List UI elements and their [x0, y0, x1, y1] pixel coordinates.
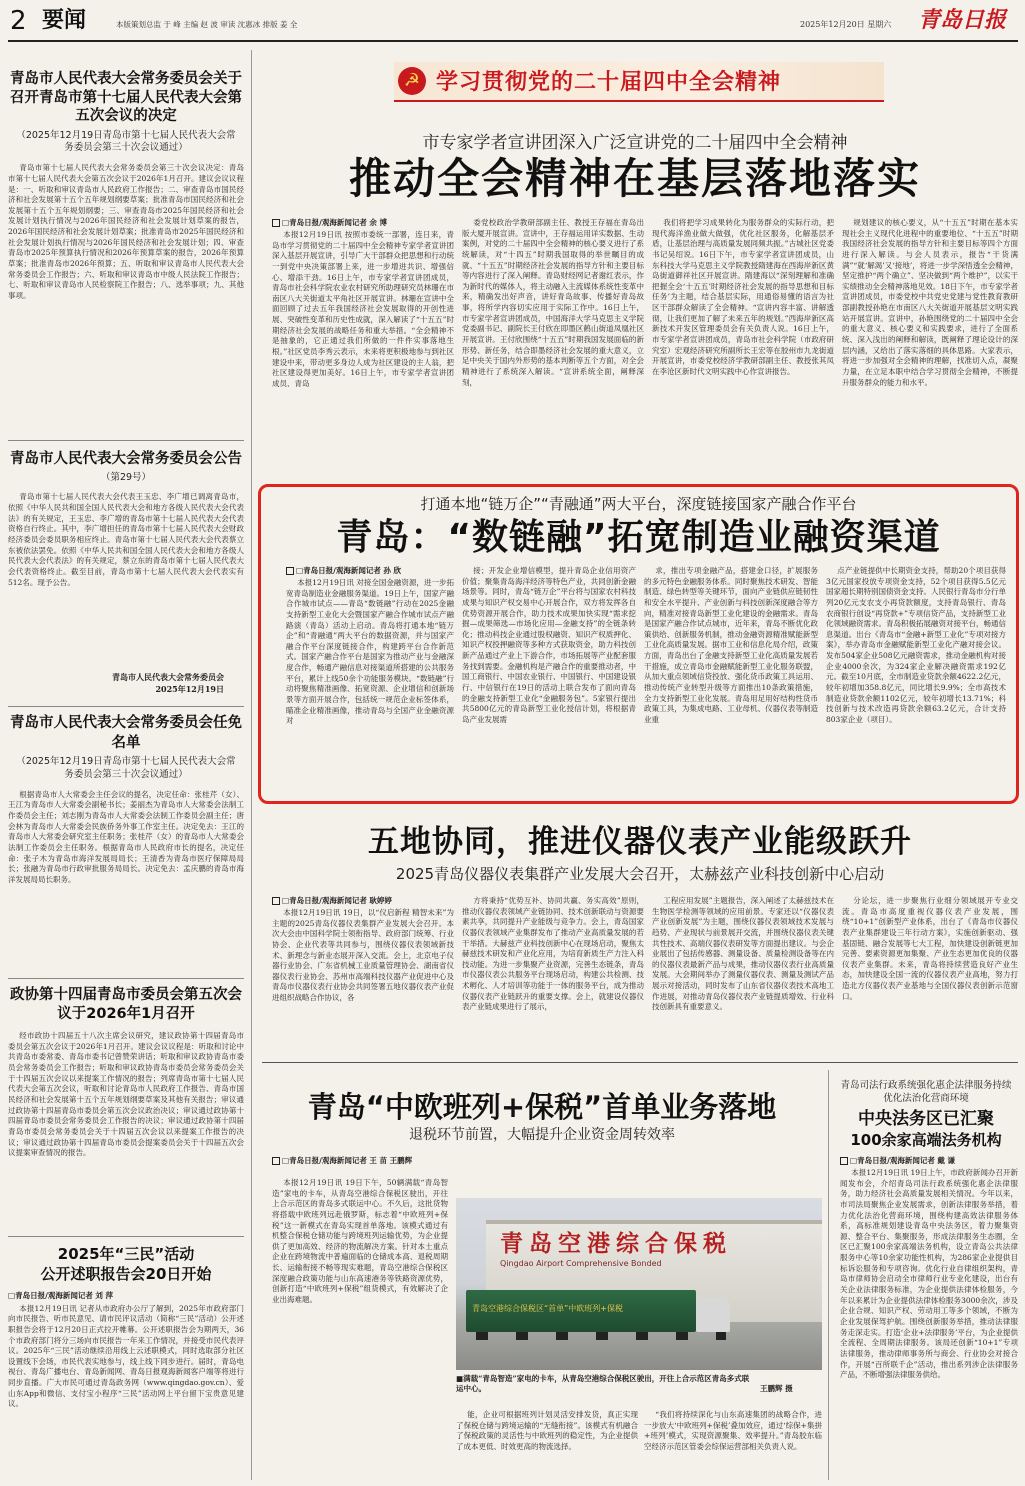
rail-title: 青岛“中欧班列+保税”首单业务落地	[307, 1090, 777, 1124]
rail-subtitle: 退税环节前置，大幅提升企业资金周转效率	[409, 1127, 675, 1143]
sidebar-article-5	[8, 1244, 244, 1480]
instruments-col-1	[272, 908, 454, 1048]
sidebar-article-1-body: 青岛市第十七届人民代表大会常务委员会第三十次会议决定：青岛市第十七届人民代表大会第五次会议于2026年1月召开。建议会议议程是：一、听取和审议青岛市人民政府工作报告；二、审查青岛市国民经济和社会发展第十五个五年规划纲要草案；批准青岛市国民经济和社会发展第十五个五年规划纲要；三、审查青岛市2025年国民经济和社会发展计划执行情况与2026年国民经济和社会发展计划草案的报告，2026年国民经济和社会发展计划草案；批准青岛市2025年国民经济和社会发展计划执行情况与2026年国民经济和社会发展计划；四、审查青岛市2025年预算执行情况和2026年预算草案的报告，2026年预算草案；批准青岛市2026年预算；五、听取和审议青岛市人民代表大会常务委员会工作报告；六、听取和审议青岛市中级人民法院工作报告；七、听取和审议青岛市人民检察院工作报告；八、选举事项；九、其他事项。	[8, 163, 244, 300]
feature-col-4-text: 点产业链提供中长期资金支持，帮助20个项目获得3亿元国家投放专项资金支持，52个项目获得5.5亿元国家超长期特别国债资金支持。人民银行青岛市分行单列20亿元支农支小再贷款额度，支持青岛银行、青岛农商银行创设“再贷款+”专项信贷产品，支持新型工业化领域融资需求。青岛积极拓展融资对接平台，畅通信息渠道。出台《青岛市“金融+新型工业化”专项对接方案》，举办青岛市金融赋能新型工业化产融对接会议。发布504家企业508亿元融资需求，推动金融机构对接企业4000余次，为324家企业解决融资需求192亿元。截至10月底，全市制造业贷款余额4622.2亿元，较年初增加358.8亿元，同比增长9.9%；全市高技术制造业贷款余额1102亿元，较年初增长13.71%；科技创新与技术改造再贷款余额63.2亿元，合计支持803家企业（项目）。	[826, 566, 1006, 724]
sidebar-article-2-title: 青岛市人民代表大会常务委员会公告	[10, 451, 242, 467]
feature-title: 青岛：“数链融”拓宽制造业融资渠道	[336, 517, 941, 558]
container-truck	[466, 1290, 696, 1332]
issue-date: 2025年12月20日 星期六	[800, 20, 892, 29]
feature-col-1-text: 本报12月19日讯 对接全国金融资源，进一步拓宽青岛制造业金融服务渠道。19日上午，国家产融合作城市试点——青岛“数链融”行动在2025金融支持新型工业化大会暨国家产融合作城市试点产融路演（青岛）活动上启动。青岛将打通本地“链万企”和“青融通”两大平台的数据资源，并与国家产融合作平台深度链接合作，构建跨平台合作新范式。国家产融合作平台是国家为推动产业与金融深度合作，畅通产融信息对接渠道所搭建的公共服务平台，累计上线50余个功能服务模块。“数链融”行动将聚焦精准画像、拓宽资源、企业增信和创新场景等方面开展合作，包括统一规范企业标签体系，瞄准企业精准画像，推动青岛与全国产业金融资源对	[286, 578, 454, 726]
section-title: 要闻	[42, 8, 87, 33]
feature-kicker: 打通本地“链万企”“青融通”两大平台，深度链接国家产融合作平台	[420, 495, 857, 513]
sidebar-article-5-title-2: 公开述职报告会20日开始	[40, 1265, 212, 1284]
rail-col-hidden	[456, 1170, 457, 1171]
sidebar-article-3-title: 青岛市人民代表大会常务委员会任免名单	[10, 715, 242, 751]
lead-byline-text: □青岛日报/观海新闻记者 余 博	[282, 218, 388, 227]
lead-col-1-text: 本报12月19日讯 按照市委统一部署，连日来，青岛市学习贯彻党的二十届四中全会精神专家学者宣讲团深入基层开展宣讲，引导广大干部群众把思想和行动统一到党中央决策部署上来，进一步增进共识、增强信心、增添干劲。16日上午，市专家学者宣讲团成员，青岛市社会科学院农业农村研究所助理研究员林珊在市南区八大关街道太平角社区开展宣讲。林珊在宣讲中全面回顾了过去五年我国经济社会发展取得的开创性进展、突破性变革和历史性成就，深入解读了“十五五”时期经济社会发展的战略任务和重大举措。“全会精神不是抽象的，它正通过我们所做的一件件实事落地生根。”社区党员李秀云表示，未来将更积极地参与到社区建设中来，带动更多身边人成为社区建设的主人翁，把社区建设得更加美好。16日上午，市专家学者宣讲团成员、青岛	[272, 230, 454, 388]
lead-col-1	[272, 230, 454, 460]
sidebar-article-1	[8, 70, 244, 425]
feature-col-2	[462, 566, 636, 794]
sidebar-article-3-body: 根据青岛市人大常委会主任会议的提名，决定任命：张桂芹（女）、王江为青岛市人大常委会副秘书长；姜丽杰为青岛市人大常委会法制工作委员会主任；刘志刚为青岛市人大常委会法制工作委员会副主任；唐会林为青岛市人大常委会民族侨务外事工作室主任。决定免去：王江的青岛市人大常委会研究室主任职务；张桂芹（女）的青岛市人大常委会法制工作委员会主任职务。根据青岛市人民政府市长的提名，决定任命：张子木为青岛市海洋发展局局长；王清香为青岛市医疗保障局局长；张融为青岛市行政审批服务局局长。决定免去：孟庆鹏的青岛市海洋发展局局长职务。	[8, 789, 244, 884]
banner-text: 学习贯彻党的二十届四中全会精神	[436, 69, 782, 95]
byline-marker-icon	[272, 1157, 280, 1165]
sidebar-article-5-body: 本报12月19日讯 记者从市政府办公厅了解到，2025年市政府部门向市民报告、听市民意见、请市民评议活动（简称“三民”活动）公开述职报告会将于12月20日正式拉开帷幕。公开述职报告会为期两天，36个市政府部门将分三场向市民报告一年来工作情况，并接受市民代表评议。2025年“三民”活动继续沿用线上云述职模式，同时选取部分社区设置线下会场，市民代表实地参与，线上线下同步进行。届时，青岛电视台、青岛广播电台、青岛新闻网、青岛日报观海新闻客户端等将进行同步直播。广大市民可通过青岛政务网（www.qingdao.gov.cn）、爱山东App和微信、支付宝小程序“三民”活动网上平台留下宝贵意见建议。	[8, 1303, 244, 1409]
sidebar-rule-2	[8, 706, 244, 707]
rail-col-3	[644, 1410, 822, 1480]
lead-col-3-text: 我们将把学习成果转化为服务群众的实际行动，把现代海洋渔业做大做强，优化社区服务，化解基层矛盾，让基层治理与高质量发展同频共振。”古城社区党委书记吴绍说。16日下午，市专家学者宣讲团成员，山东科技大学马克思主义学院教授隋建海在西海岸新区黄岛街道御祥社区开展宣讲。隋建海以“深刻理解和准确把握全会‘十五五’时期经济社会发展的指导思想和目标任务’为主题，结合基层实际，用通俗易懂的语言为社区干部群众解读了全会精神。“宣讲内容丰富、讲解透彻，让我们更加了解了未来五年的规划。”西海岸新区高新技术开发区管理委员会有关负责人说。16日上午，市专家学者宣讲团成员，青岛市社会科学院（市政府研究室）宏观经济研究所副所长王宏等在胶州市九龙街道开展宣讲，市委党校经济学教研部副主任、教授张其凤在李沧区新时代文明实践中心作宣讲报告。	[652, 218, 834, 376]
byline-marker-icon	[286, 567, 294, 575]
rail-photo	[456, 1198, 822, 1370]
rail-byline-text: □青岛日报/观海新闻记者 王 苗 王鹏辉	[282, 1156, 413, 1165]
page-number: 2	[10, 6, 27, 36]
sidebar-divider	[251, 50, 252, 1480]
sidebar-article-1-subtitle: （2025年12月19日青岛市第十七届人民代表大会常务委员会第三十次会议通过）	[16, 129, 236, 154]
feature-col-1	[286, 578, 454, 794]
lead-col-2	[462, 218, 644, 460]
warehouse-sign-en: Qingdao Airport Comprehensive Bonded	[500, 1259, 662, 1269]
truck-wheels	[476, 1332, 726, 1340]
law-body	[840, 1168, 1018, 1478]
byline-marker-icon	[272, 897, 280, 905]
rail-col-3-text: “我们将持续深化与山东高速集团的战略合作，进一步放大‘中欧班列+保税’叠加效应，通过‘综保+集拼+班列’模式，实现资源聚集、效率提升。”青岛胶东临空经济示范区管委会综保运营部相关负责人说。	[644, 1410, 822, 1451]
feature-col-4	[826, 566, 1006, 794]
sidebar-article-5-title-1: 2025年“三民”活动	[57, 1245, 195, 1263]
lead-title: 推动全会精神在基层落地落实	[348, 154, 921, 203]
feature-col-2-text: 接；开发企业增信模型，提升青岛企业信用资产价值；聚集青岛海洋经济等特色产业，共同创新金融场景等。同时，青岛“链万企”平台将与国家农村科技成果与知识产权交易中心开展合作，双方将发挥各自优势资源开展合作，助力技术成果加快实现“需求挖掘—成果筛选—市场化应用—金融支持”的全链条转化；推动科技企业通过股权融资、知识产权质押化、知识产权投押融资等多种方式获取资金，助力科技创新产品通过产业上下游合作，市场拓展等产业配套服务找到需要。金融机构是产融合作的重要推动者，中国工商银行、中国农业银行、中国银行、中国建设银行、中信银行在19日的活动上联合发布了面向青岛的金融支持新型工业化“金融服务包”。5家银行提出共5800亿元的青岛新型工业化授信计划，将根据青岛产业发展需	[462, 566, 636, 724]
law-byline	[840, 1156, 955, 1166]
sidebar-article-4-body: 经市政协十四届五十八次主席会议研究，建议政协第十四届青岛市委员会第五次会议于2026年1月召开。建议会议议程是：听取和讨论中共青岛市委常委、青岛市委书记曾赞荣讲话；听取和审议政协青岛市委员会常务委员会工作报告；听取和审议政协青岛市委员会常务委员会关于十四届五次会议以来提案工作情况的报告；列席青岛市第十七届人民代表大会第五次会议，听取和讨论青岛市人民政府工作报告、青岛市国民经济和社会发展第十五个五年规划纲要草案及其他有关报告；审议通过政协第十四届青岛市委员会第五次会议政治决议；审议通过政协第十四届青岛市委员会常务委员会工作报告的决议；审议通过政协第十四届青岛市委员会常务委员会关于十四届五次会议以来提案工作报告的决议；审议通过政协第十四届青岛市委员会提案委员会关于十四届五次会议提案审查情况的报告。	[8, 1031, 244, 1158]
lead-kicker: 市专家学者宣讲团深入广泛宣讲党的二十届四中全会精神	[422, 133, 848, 153]
byline-marker-icon	[840, 1157, 848, 1165]
party-emblem-icon: ☭	[398, 67, 426, 95]
law-kicker: 青岛司法行政系统强化惠企法律服务持续优化法治化营商环境	[840, 1080, 1012, 1104]
sidebar-article-2-body: 青岛市第十七届人民代表大会代表王玉忠、李广增已调离青岛市，依照《中华人民共和国全国人民代表大会和地方各级人民代表大会代表法》的有关规定，王玉忠、李广增的青岛市第十七届人民代表大会代表资格自行终止。其中，李广增担任的青岛市第十七届人民代表大会财政经济委员会委员职务相应终止。青岛市第十七届人民代表大会代表蔡立东被依法罢免。依照《中华人民共和国全国人民代表大会和地方各级人民代表大会代表法》的有关规定，蔡立东的青岛市第十七届人民代表大会代表资格终止。截至目前，青岛市第十七届人民代表大会代表实有512名。现予公告。	[8, 492, 244, 587]
lead-col-4	[842, 218, 1018, 460]
bottom-section-rule	[262, 1062, 1018, 1063]
sidebar-article-2-sign-date: 2025年12月19日	[155, 684, 224, 694]
sidebar-article-4	[8, 986, 244, 1230]
sidebar-rule-4	[8, 1236, 244, 1237]
feature-byline	[286, 566, 401, 576]
truck-cab	[696, 1298, 730, 1332]
sidebar-article-3	[8, 714, 244, 972]
rail-col-2-text: 能，企业可根据班列计划灵活安排发货，真正实现了保税仓储与跨境运输的“无缝衔接”。该模式有机融合了保税政策的灵活性与中欧班列的稳定性，为企业提供了成本更低、时效更高的物流选择。	[456, 1410, 638, 1451]
law-byline-text: □青岛日报/观海新闻记者 戴 谦	[850, 1156, 956, 1165]
instruments-col-3-text: 工程应用发展”主题报告，深入阐述了太赫兹技术在生物医学检测等领域的应用前景。专家还以“仪器仪表产业创新发展”为主题，围绕仪器仪表领域技术发展与趋势、产业现状与前景展开交流，并围绕仪器仪表关键共性技术、高端仪器仪表研发等方面提出建议。与会企业展出了包括传感器、测量设备、质量检测设备等在内的仪器仪表最新产品与成果，推动仪器仪表行业高质量发展。大会期间举办了测量仪器仪表、测量及测试产品展示对接活动，同时发布了山东省仪器仪表技术高地工作进展，对推动青岛仪器仪表产业链提质增效、行业科技创新具有重要意义。	[652, 896, 834, 1012]
feature-byline-text: □青岛日报/观海新闻记者 孙 欣	[296, 566, 402, 575]
lead-byline	[272, 218, 387, 228]
instruments-col-4	[842, 896, 1018, 1048]
masthead	[0, 0, 1025, 40]
sidebar-rule-1	[8, 440, 244, 441]
rail-col-extra-text	[456, 1170, 457, 1171]
sidebar-rule-3	[8, 978, 244, 979]
sidebar-article-4-title: 政协第十四届青岛市委员会第五次会议于2026年1月召开	[10, 987, 242, 1022]
newspaper-logo: 青岛日报	[918, 7, 1007, 33]
feature-col-3	[644, 566, 818, 794]
law-divider	[828, 1070, 829, 1480]
warehouse-sign-cn: 青岛空港综合保税	[500, 1230, 732, 1257]
instruments-col-2	[462, 896, 644, 1048]
rail-photo-caption: ■满载“青岛智造”家电的卡车，从青岛空港综合保税区驶出，开往上合示范区青岛多式联运中心。	[456, 1374, 750, 1394]
sidebar-article-2	[8, 450, 244, 700]
sidebar-article-2-sign-org: 青岛市人民代表大会常务委员会	[112, 672, 224, 682]
law-title-2: 100余家高端法务机构	[850, 1131, 1002, 1149]
lead-col-3	[652, 218, 834, 460]
feature-col-3-text: 求，推出专项金融产品，搭建金口径，扩展服务的多元特色金融服务体系。同时聚焦技术研发、智能制造、绿色转型等关键环节，面向产业链供应链韧性和安全水平提升、产业创新与科技创新深度融合等方向，精准对接青岛新型工业化建设的金融需求。青岛是国家产融合作试点城市，近年来，青岛不断优化政策供给、创新服务机制，推动金融资源精准赋能新型工业化高质量发展。据市工业和信息化局介绍，政策方面，青岛出台了金融支持新型工业化高质量发展若干措施，成立青岛市金融赋能新型工业化服务联盟，从加大重点领域信贷投放、强化货币政策工具运用、推动传统产业转型升级等方面推出10条政策措施，全力支持新型工业化发展。青岛用足用好结构性货币政策工具，为集成电路、工业母机、仪器仪表等制造业重	[644, 566, 818, 724]
sidebar-article-1-title: 青岛市人民代表大会常务委员会关于召开青岛市第十七届人民代表大会第五次会议的决定	[10, 71, 242, 125]
lead-col-2-text: 委党校政治学教研部副主任、教授王存福在青岛出版大厦开展宣讲。宣讲中，王存福运用详实数据、生动案例，对党的二十届四中全会精神的核心要义进行了系统解读，对“十四五”时期我国取得的举世瞩目的成就、“十五五”时期经济社会发展的指导方针和主要目标等内容进行了深入阐释。青岛财经网记者谢红表示，作为新时代的媒体人，将主动融入主流媒体系统性变革中来，精确发出好声音，讲好青岛故事、传播好青岛故事，将所学内容切实应用于实际工作中。16日上午，市专家学者宣讲团成员，中国海洋大学马克思主义学院党委副书记、副院长王付欣在即墨区鹤山街道凤凰社区开展宣讲。王付欣围绕“十五五”时期我国发展面临的新形势、新任务，结合即墨经济社会发展的重大意义，立足中央关于国内外形势的基本判断等五个方面，对全会精神进行了系统深入解读。“宣讲系统全面，阐释深刻，	[462, 218, 644, 387]
instruments-col-3	[652, 896, 834, 1048]
instruments-col-2-text: 方将秉持“优势互补、协同共赢、务实高效”原则，推动仪器仪表领域产业链协同、技术创新联动与资源要素共享，共同提升产业能级与竞争力。会上，青岛国家仪器仪表领域产业集群发布了推动产业高质量发展的若干举措。大赫兹产业科技创新中心在现场启动，聚焦太赫兹技术研发和产业化应用，为培育新质生产力注入科技动能。为进一步集聚产业资源，完善生态链条，青岛市仪器仪表公共服务平台现场启动，构建公共检测、技术孵化、人才培训等功能于一体的服务平台，成为推动仪器仪表产业链跃升的重要支撑。会上，就建设仪器仪表产业链成果进行了展示，	[462, 896, 644, 1012]
instruments-title: 五地协同，推进仪器仪表产业能级跃升	[368, 824, 912, 860]
byline-marker-icon	[272, 219, 280, 227]
theme-banner	[394, 62, 884, 102]
instruments-col-1-text: 本报12月19日讯 19日，以“仪启新程 精智未来”为主题的2025青岛仪器仪表集群产业发展大会召开。本次大会由中国科学院士领衔指导、政府部门统筹、行业协会、企业代表等共同参与，围绕仪器仪表领域新技术、新理念与新业态展开深入交流。会上，北京电子仪器行业协会、广东省机械工业质量管理协会、湖南省仪器仪表行业协会、苏州市高端科技仪器产业促进中心及青岛市仪器仪表行业协会共同签署五地仪器仪表产业促进组织战略合作协议，各	[272, 908, 454, 1003]
truck-banner-text: 青岛空港综合保税区“首单”中欧班列+保税	[472, 1304, 623, 1313]
rail-col-1	[272, 1178, 448, 1478]
editors-line: 本版策划总监 于 峰 主编 赵 波 审读 沈惠冰 排版 姜 全	[116, 20, 298, 29]
instruments-byline-text: □青岛日报/观海新闻记者 耿婷婷	[282, 896, 392, 905]
law-title-1: 中央法务区已汇聚	[858, 1109, 994, 1129]
masthead-rule	[8, 40, 1018, 42]
rail-col-1-text: 本报12月19日讯 19日下午，50辆满载“青岛智造”家电的卡车，从青岛空港综合保税区驶出，开往上合示范区的青岛多式联运中心。不久后，这批货物将搭载中欧班列远赴俄罗斯，标志着“中欧班列+保税”这一新模式在青岛实现首单落地。该模式通过有机整合保税仓储功能与跨境班列运输优势，为企业提供了更加高效、经济的物流解决方案。针对本土重点企业在跨境物流中普遍面临的仓储成本高、退税周期长、运输衔接不畅等现实难题，青岛空港综合保税区深度融合政策功能与山东高速港务等铁路资源优势，创新打造“中欧班列+保税”组货模式，有效解决了企业出海难题。	[272, 1178, 448, 1305]
instruments-subtitle: 2025青岛仪器仪表集群产业发展大会召开，太赫兹产业科技创新中心启动	[395, 865, 885, 883]
rail-col-2	[456, 1410, 638, 1480]
sidebar-article-5-byline: □青岛日报/观海新闻记者 刘 萍	[8, 1290, 114, 1300]
instruments-col-4-text: 分论坛，进一步聚焦行业细分领域展开专业交流。青岛市高度重视仪器仪表产业发展，围绕“10+1”创新型产业体系，出台了《青岛市仪器仪表产业集群建设三年行动方案》，实施创新驱动、强基固链、融合发展等七大工程，加快建设创新链更加完善、要素资源更加集聚、产业生态更加优良的仪器仪表产业集群。未来，青岛将持续营造良好产业生态，加快建设全国一流的仪器仪表产业高地，努力打造北方仪器仪表产业基地与全国仪器仪表创新示范窗口。	[842, 896, 1018, 1001]
sidebar-article-2-subtitle: （第29号）	[100, 471, 152, 483]
instruments-byline	[272, 896, 392, 906]
warehouse-sign	[500, 1228, 820, 1272]
rail-byline	[272, 1156, 446, 1166]
sidebar-article-3-subtitle: （2025年12月19日青岛市第十七届人民代表大会常务委员会第三十次会议通过）	[16, 756, 236, 780]
law-body-text: 本报12月19日讯 19日上午，市政府新闻办召开新闻发布会，介绍青岛司法行政系统强化惠企法律服务，助力经济社会高质量发展相关情况。今年以来，市司法局聚焦企业发展需求，创新法律服务举措，着力优化法治化营商环境，围绕构建高效法律服务体系，高标准规划建设青岛中央法务区，着力聚集资源、整合平台、集聚服务，形成法律服务生态圈，全区已汇聚100余家高端法务机构，设立青岛公共法律服务中心等10余家功能性机构，为286家企业提供目标诉讼服务和专项咨询。优化行业自律组织架构，青岛市律师协会启动全市律师行业专业化建设，出台有关企业法律服务标准，为企业提供法律体检服务，今年以来累计为企业提供法律体检服务3000余次，涉及企业合规、知识产权、劳动用工等多个领域，不断为企业发展保驾护航。围绕创新服务举措，推动法律服务走深走实。打造‘企业+法律服务’平台，为企业提供全流程、全周期法律服务。该局还创新“10+1”专项法律服务，推动律师事务所与商会、行业协会对接合作，开展“百所联千企”活动，推出系列涉企法律服务产品，不断增强法律服务供给。	[840, 1168, 1018, 1380]
rail-photo-credit: 王鹏辉 摄	[760, 1384, 793, 1393]
lead-col-4-text: 规划建议的核心要义，从“十五五”时期在基本实现社会主义现代化进程中的重要地位、“十五五”时期我国经济社会发展的指导方针和主要目标等四个方面进行深入解读。与会人员表示，报告“干货满满”“就‘解渴’又‘接地’，将进一步学深悟透全会精神，坚定推护“两个确立”、坚决做到“两个维护”，以实干实绩推动全会精神落地见效。18日下午，市专家学者宣讲团成员，市委党校中共党史党建与党性教育教研部副教授孙艳在市南区八大关街道开展基层文明实践站开展宣讲。宣讲中，孙艳围绕党的二十届四中全会的重大意义、核心要义和实践要求，进行了全面系统、深入浅出的阐释和解读，既阐释了理论设计的深层内涵，又给出了落实落细的具体思路。大家表示，将进一步加强对全会精神的理解，找准切入点，凝聚力量，在立足本职中结合学习贯彻全会精神，不断提升服务群众的能力和水平。	[842, 218, 1018, 387]
